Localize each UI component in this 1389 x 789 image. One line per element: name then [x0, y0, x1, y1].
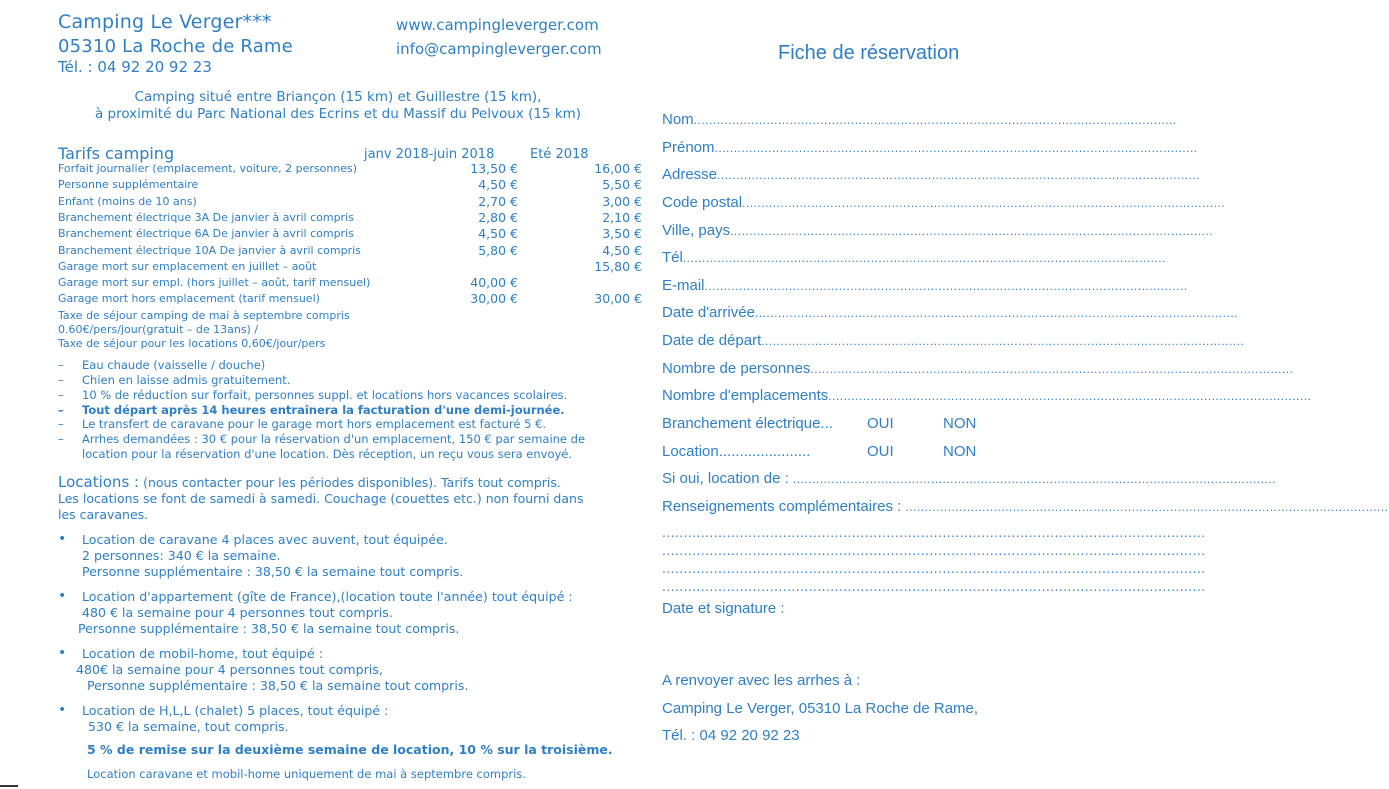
return-line-3: Tél. : 04 92 20 92 23	[662, 727, 800, 744]
field-prenom[interactable]: Prénom..............................................................................................................................	[662, 139, 1198, 156]
field-nb-personnes[interactable]: Nombre de personnes..............................................................................................................................	[662, 360, 1294, 377]
branchement-label: Branchement électrique...	[662, 415, 833, 432]
camping-name: Camping Le Verger***	[58, 11, 272, 33]
tarif-label: Branchement électrique 6A De janvier à avril compris	[58, 227, 354, 241]
location-label: Location......................	[662, 443, 811, 460]
note-hot-water: – Eau chaude (vaisselle / douche)	[58, 358, 266, 372]
field-si-oui-location[interactable]: Si oui, location de : ..............................................................................................................................	[662, 470, 1277, 487]
tarif-value-low: 5,80 €	[478, 242, 518, 258]
intro-line-1: Camping situé entre Briançon (15 km) et Guillestre (15 km),	[134, 89, 542, 105]
tax-line-2: 0.60€/pers/jour(gratuit – de 13ans) /	[58, 323, 259, 336]
bullet-icon: •	[58, 645, 67, 661]
intro-text	[58, 89, 618, 123]
footer-note: Location caravane et mobil-home uniquement de mai à septembre compris.	[87, 767, 526, 781]
tarif-value-summer: 4,50 €	[602, 242, 642, 258]
tarif-row	[58, 193, 642, 210]
tarif-label: Garage mort hors emplacement (tarif mensuel)	[58, 292, 320, 306]
tarifs-title: Tarifs camping	[58, 144, 175, 163]
field-date-arrivee[interactable]: Date d'arrivée..............................................................................................................................	[662, 304, 1239, 321]
renseignements-line-4[interactable]: ..............................................................................................................................	[662, 580, 1206, 594]
field-renseignements[interactable]: Renseignements complémentaires : ..............................................................................................................................	[662, 498, 1389, 515]
camping-tel: Tél. : 04 92 20 92 23	[58, 58, 212, 76]
field-tel[interactable]: Tél..............................................................................................................................	[662, 249, 1166, 266]
date-signature-label[interactable]: Date et signature :	[662, 600, 785, 617]
branchement-non-option[interactable]: NON	[943, 415, 977, 432]
tarif-value-low: 2,70 €	[478, 193, 518, 209]
tarif-label: Branchement électrique 10A De janvier à avril compris	[58, 243, 361, 257]
tarif-value-low: 2,80 €	[478, 209, 518, 225]
locations-intro: (nous contacter pour les périodes disponibles). Tarifs tout compris.	[139, 475, 561, 490]
tarif-label: Personne supplémentaire	[58, 178, 199, 192]
note-transfer: – Le transfert de caravane pour le garage mort hors emplacement est facturé 5 €.	[58, 417, 547, 431]
field-ville-pays[interactable]: Ville, pays..............................................................................................................................	[662, 222, 1214, 239]
tarif-value-low: 4,50 €	[478, 177, 518, 193]
location-oui-option[interactable]: OUI	[867, 443, 894, 460]
tarif-row	[58, 226, 642, 242]
locations-line-2: Les locations se font de samedi à samedi. Couchage (couettes etc.) non fourni dans	[58, 491, 584, 506]
form-title: Fiche de réservation	[778, 42, 960, 64]
tarif-value-summer: 15,80 €	[594, 258, 642, 274]
note-discount: – 10 % de réduction sur forfait, personnes suppl. et locations hors vacances scolaires.	[58, 388, 568, 402]
tarif-value-low: 40,00 €	[470, 275, 518, 291]
note-deposit-cont: location pour la réservation d'une location. Dès réception, un reçu vous sera envoyé.	[82, 447, 573, 461]
tarif-row	[58, 258, 642, 275]
field-nom[interactable]: Nom..............................................................................................................................	[662, 111, 1177, 128]
tax-line-1: Taxe de séjour camping de mai à septembre compris	[58, 309, 350, 322]
tarif-row	[58, 209, 642, 226]
field-adresse[interactable]: Adresse..............................................................................................................................	[662, 166, 1201, 183]
renseignements-line-1[interactable]: ..............................................................................................................................	[662, 526, 1206, 540]
tarif-label: Garage mort sur empl. (hors juillet – août, tarif mensuel)	[58, 276, 371, 290]
renseignements-line-3[interactable]: ..............................................................................................................................	[662, 562, 1206, 576]
location-non-option[interactable]: NON	[943, 443, 977, 460]
bullet-icon: •	[58, 531, 67, 547]
camping-city: 05310 La Roche de Rame	[58, 36, 293, 57]
note-departure: – Tout départ après 14 heures entraînera la facturation d'une demi-journée.	[58, 403, 565, 417]
tarif-row	[58, 291, 642, 307]
tarif-value-summer: 3,00 €	[602, 193, 642, 209]
field-nb-emplacements[interactable]: Nombre d'emplacements..............................................................................................................................	[662, 387, 1312, 404]
tarif-row	[58, 177, 642, 193]
note-deposit: – Arrhes demandées : 30 € pour la réservation d'un emplacement, 150 € par semaine de	[58, 432, 586, 446]
tarif-row	[58, 275, 598, 291]
tarif-value-low: 13,50 €	[470, 161, 518, 176]
tarif-label: Enfant (moins de 10 ans)	[58, 194, 197, 208]
tarif-value-summer: 2,10 €	[602, 209, 642, 225]
bullet-icon: •	[58, 702, 67, 718]
tarif-value-summer: 3,50 €	[602, 226, 642, 242]
tarifs-col1-header: janv 2018-juin 2018	[364, 147, 495, 162]
tarif-label: Garage mort sur emplacement en juillet – août	[58, 259, 317, 273]
tarif-label: Forfait journalier (emplacement, voiture, 2 personnes)	[58, 162, 358, 175]
tax-line-3: Taxe de séjour pour les locations 0,60€/jour/pers	[58, 337, 326, 350]
promo-text: 5 % de remise sur la deuxième semaine de location, 10 % sur la troisième.	[87, 742, 613, 757]
tarif-value-summer: 5,50 €	[602, 177, 642, 193]
branchement-oui-option[interactable]: OUI	[867, 415, 894, 432]
tarif-label: Branchement électrique 3A De janvier à avril compris	[58, 210, 354, 224]
intro-line-2: à proximité du Parc National des Ecrins et du Massif du Pelvoux (15 km)	[94, 106, 582, 122]
locations-line-3: les caravanes.	[58, 507, 149, 522]
locations-title: Locations :	[58, 473, 140, 491]
tarif-value-summer: 30,00 €	[594, 291, 642, 307]
tarif-value-low: 30,00 €	[470, 291, 518, 307]
note-dogs: – Chien en laisse admis gratuitement.	[58, 373, 291, 387]
tarif-value-summer: 16,00 €	[594, 161, 642, 176]
locations-heading	[58, 472, 561, 491]
field-email[interactable]: E-mail..............................................................................................................................	[662, 277, 1188, 294]
tarifs-col2-header: Eté 2018	[530, 147, 589, 162]
email-link[interactable]: info@campingleverger.com	[396, 40, 602, 58]
bullet-icon: •	[58, 588, 67, 604]
field-date-depart[interactable]: Date de départ..............................................................................................................................	[662, 332, 1245, 349]
website-link[interactable]: www.campingleverger.com	[396, 16, 599, 34]
tarif-row	[58, 242, 642, 259]
tarif-row	[58, 161, 642, 177]
return-line-1: A renvoyer avec les arrhes à :	[662, 672, 861, 689]
scan-mark	[0, 785, 18, 787]
renseignements-line-2[interactable]: ..............................................................................................................................	[662, 544, 1206, 558]
tarif-value-low: 4,50 €	[478, 226, 518, 242]
return-line-2: Camping Le Verger, 05310 La Roche de Rame,	[662, 700, 979, 717]
field-code-postal[interactable]: Code postal..............................................................................................................................	[662, 194, 1226, 211]
